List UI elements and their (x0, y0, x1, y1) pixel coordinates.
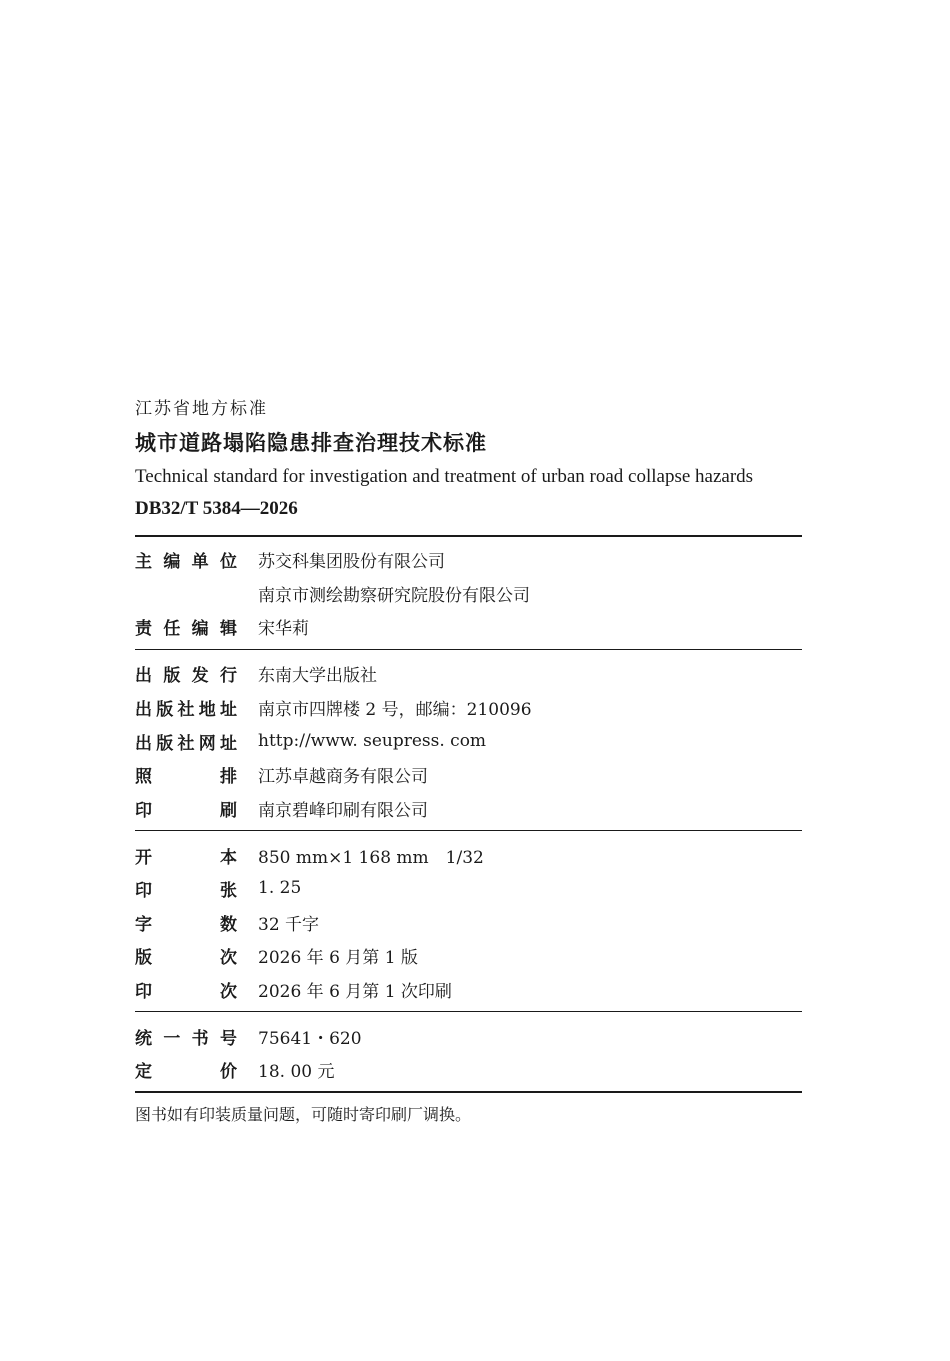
info-label: 责 任 编 辑 (135, 618, 237, 639)
info-row-editor-unit-2 (135, 578, 530, 608)
info-label: 出 版 发 行 (135, 665, 237, 686)
info-row-word-count (135, 907, 320, 937)
info-label: 字 数 (135, 914, 237, 935)
info-label: 照 排 (135, 766, 237, 787)
info-row-sheets (135, 873, 302, 903)
header (135, 396, 802, 524)
info-row-publisher (135, 658, 377, 688)
standard-code: DB32/T 5384—2026 (135, 498, 298, 519)
standard-series: 江苏省地方标准 (135, 399, 268, 419)
info-row-price (135, 1054, 335, 1084)
info-value: 75641・620 (258, 1028, 362, 1049)
info-row-publisher-website (135, 726, 487, 756)
document-title-en: Technical standard for investigation and treatment of urban road collapse hazards (135, 466, 754, 487)
divider-bottom (135, 1091, 802, 1093)
info-value: 江苏卓越商务有限公司 (258, 766, 428, 787)
info-value: 18. 00 元 (258, 1061, 335, 1082)
info-row-typesetting (135, 759, 428, 789)
info-label: 开 本 (135, 847, 237, 868)
divider-top (135, 535, 802, 537)
info-label: 出 版 社 地 址 (135, 699, 237, 720)
info-value: 南京碧峰印刷有限公司 (258, 800, 428, 821)
info-value: 850 mm×1 168 mm 1/32 (258, 847, 484, 868)
info-value: 2026 年 6 月第 1 版 (258, 947, 418, 968)
info-value: 32 千字 (258, 914, 320, 935)
info-value: 南京市测绘勘察研究院股份有限公司 (258, 585, 530, 606)
info-label: 印 刷 (135, 800, 237, 821)
info-label: 主 编 单 位 (135, 551, 237, 572)
info-value: 宋华莉 (258, 618, 309, 639)
info-label: 印 张 (135, 880, 237, 901)
info-value: 东南大学出版社 (258, 665, 377, 686)
info-value: 苏交科集团股份有限公司 (258, 551, 445, 572)
info-row-printer (135, 793, 428, 823)
info-value: 南京市四牌楼 2 号，邮编：210096 (258, 699, 532, 720)
info-label: 统 一 书 号 (135, 1028, 237, 1049)
info-label: 出 版 社 网 址 (135, 733, 237, 754)
divider (135, 649, 802, 650)
info-row-publisher-address (135, 692, 532, 722)
info-row-editor-unit-1 (135, 544, 445, 574)
info-label: 版 次 (135, 947, 237, 968)
info-row-responsible-editor (135, 611, 309, 641)
info-row-book-number (135, 1021, 362, 1051)
info-value: 1. 25 (258, 878, 302, 898)
divider (135, 830, 802, 831)
info-row-printing (135, 974, 452, 1004)
info-value: 2026 年 6 月第 1 次印刷 (258, 981, 452, 1002)
info-value: http://www. seupress. com (258, 731, 487, 751)
info-label: 印 次 (135, 981, 237, 1002)
quality-notice: 图书如有印装质量问题，可随时寄印刷厂调换。 (135, 1105, 472, 1124)
document-title: 城市道路塌陷隐患排查治理技术标准 (135, 431, 487, 455)
info-label: 定 价 (135, 1061, 237, 1082)
divider (135, 1011, 802, 1012)
info-row-edition (135, 940, 418, 970)
info-row-format (135, 840, 484, 870)
